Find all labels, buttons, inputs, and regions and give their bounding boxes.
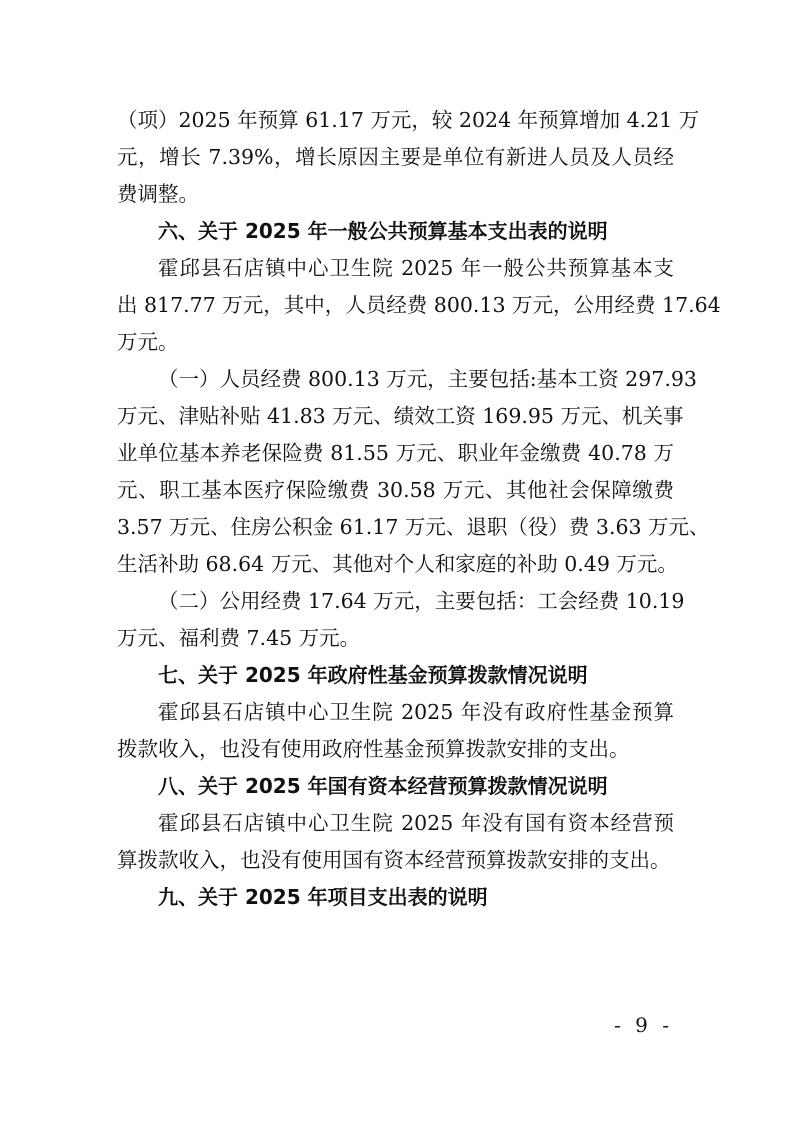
paragraph-line: （一）人员经费 800.13 万元，主要包括:基本工资 297.93 xyxy=(158,367,697,391)
paragraph-line: （二）公用经费 17.64 万元，主要包括：工会经费 10.19 xyxy=(158,589,685,613)
paragraph-line: 霍邱县石店镇中心卫生院 2025 年没有国有资本经营预 xyxy=(158,811,674,835)
section-heading-8: 八、关于 2025 年国有资本经营预算拨款情况说明 xyxy=(158,774,608,798)
paragraph-line: 出 817.77 万元，其中，人员经费 800.13 万元，公用经费 17.64 xyxy=(117,293,721,317)
paragraph-line: 霍邱县石店镇中心卫生院 2025 年没有政府性基金预算 xyxy=(158,700,674,724)
paragraph-line: 霍邱县石店镇中心卫生院 2025 年一般公共预算基本支 xyxy=(158,256,674,280)
paragraph-line: 算拨款收入，也没有使用国有资本经营预算拨款安排的支出。 xyxy=(117,848,671,872)
paragraph-line: 元，增长 7.39%，增长原因主要是单位有新进人员及人员经 xyxy=(117,145,674,169)
paragraph-line: （项）2025 年预算 61.17 万元，较 2024 年预算增加 4.21 万 xyxy=(117,108,700,132)
section-heading-6: 六、关于 2025 年一般公共预算基本支出表的说明 xyxy=(158,219,608,243)
paragraph-line: 生活补助 68.64 万元、其他对个人和家庭的补助 0.49 万元。 xyxy=(117,552,678,576)
paragraph-line: 拨款收入，也没有使用政府性基金预算拨款安排的支出。 xyxy=(117,737,630,761)
paragraph-line: 3.57 万元、住房公积金 61.17 万元、退职（役）费 3.63 万元、 xyxy=(117,515,710,539)
paragraph-line: 元、职工基本医疗保险缴费 30.58 万元、其他社会保障缴费 xyxy=(117,478,674,502)
paragraph-line: 万元、津贴补贴 41.83 万元、绩效工资 169.95 万元、机关事 xyxy=(117,404,684,428)
page-number: - 9 - xyxy=(614,1013,673,1037)
paragraph-line: 万元、福利费 7.45 万元。 xyxy=(117,626,361,650)
section-heading-9: 九、关于 2025 年项目支出表的说明 xyxy=(158,885,488,909)
section-heading-7: 七、关于 2025 年政府性基金预算拨款情况说明 xyxy=(158,663,588,687)
paragraph-line: 万元。 xyxy=(117,330,179,354)
paragraph-line: 业单位基本养老保险费 81.55 万元、职业年金缴费 40.78 万 xyxy=(117,441,674,465)
paragraph-line: 费调整。 xyxy=(117,182,199,206)
